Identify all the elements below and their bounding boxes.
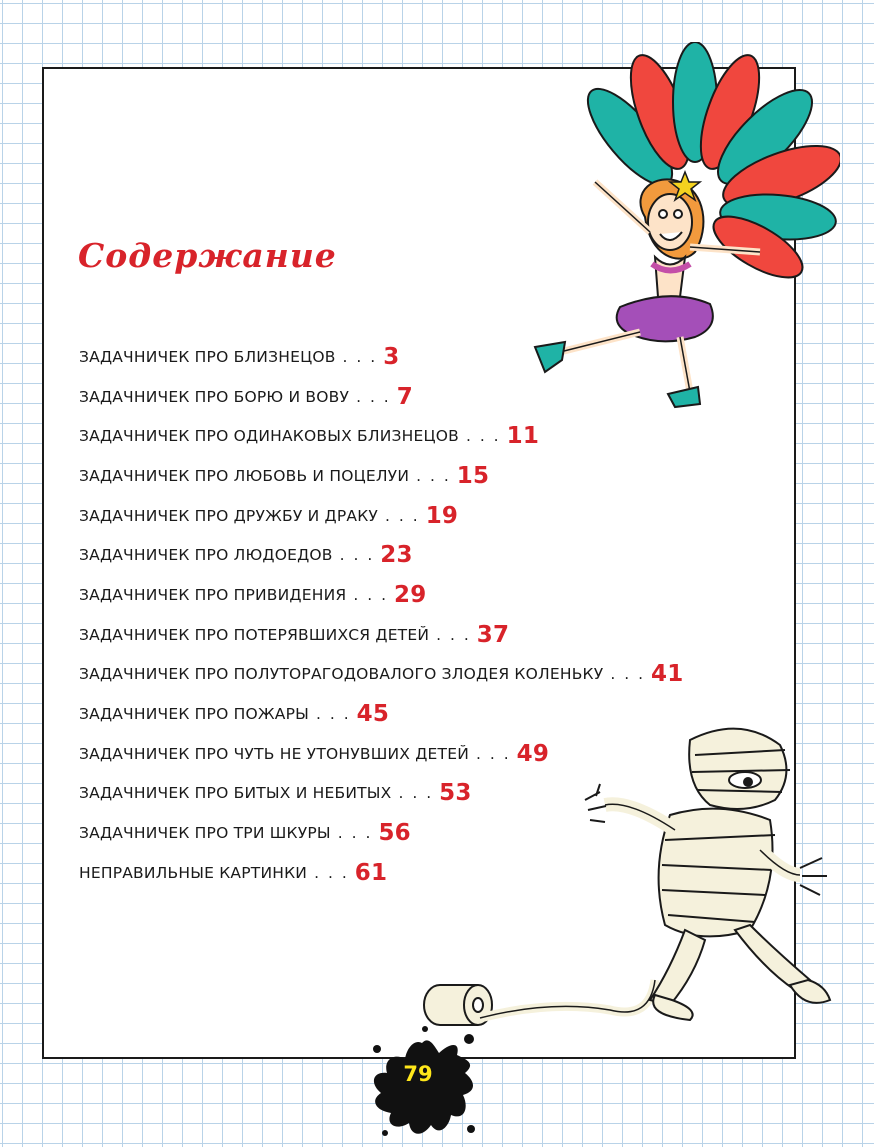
toc-entry-page: 41 xyxy=(651,661,684,688)
toc-entry-dots: . . . xyxy=(416,466,451,485)
toc-entry[interactable] xyxy=(79,734,683,774)
toc-entry-page: 7 xyxy=(396,383,413,410)
toc-entry-label: ЗАДАЧНИЧЕК ПРО ЧУТЬ НЕ УТОНУВШИХ ДЕТЕЙ xyxy=(79,744,470,763)
toc-entry[interactable] xyxy=(79,337,683,377)
toc-entry[interactable] xyxy=(79,853,683,893)
toc-entry-label: ЗАДАЧНИЧЕК ПРО БОРЮ И ВОВУ xyxy=(79,387,350,406)
feather-fan xyxy=(575,42,840,289)
toc-entry-dots: . . . xyxy=(339,546,375,565)
toc-entry[interactable] xyxy=(79,456,683,496)
toc-entry-dots: . . . xyxy=(385,506,420,525)
toc-entry[interactable] xyxy=(79,496,683,536)
toc-entry-page: 15 xyxy=(456,462,490,489)
table-of-contents xyxy=(79,337,683,893)
toc-entry[interactable] xyxy=(79,813,683,853)
toc-entry-dots: . . . xyxy=(353,585,388,604)
toc-entry-page: 53 xyxy=(439,780,472,807)
toc-entry-label: ЗАДАЧНИЧЕК ПРО ПОЖАРЫ xyxy=(79,705,309,724)
toc-entry-page: 3 xyxy=(383,343,400,370)
toc-entry-dots: . . . xyxy=(476,744,511,763)
toc-entry-label: ЗАДАЧНИЧЕК ПРО БИТЫХ И НЕБИТЫХ xyxy=(79,784,392,803)
toc-entry-dots: . . . xyxy=(436,625,471,644)
toc-entry-label: ЗАДАЧНИЧЕК ПРО ПРИВИДЕНИЯ xyxy=(79,585,347,604)
toc-entry-label: ЗАДАЧНИЧЕК ПРО ОДИНАКОВЫХ БЛИЗНЕЦОВ xyxy=(79,427,459,446)
toc-entry-label: ЗАДАЧНИЧЕК ПРО ПОТЕРЯВШИХСЯ ДЕТЕЙ xyxy=(79,625,430,644)
toc-entry-label: ЗАДАЧНИЧЕК ПРО ЛЮДОЕДОВ xyxy=(79,546,333,565)
toc-entry-dots: . . . xyxy=(337,824,373,843)
toc-entry[interactable] xyxy=(79,615,683,655)
toc-entry[interactable] xyxy=(79,774,683,814)
toc-entry-page: 56 xyxy=(378,820,411,847)
page-number: 79 xyxy=(403,1062,433,1086)
toc-entry-label: ЗАДАЧНИЧЕК ПРО ДРУЖБУ И ДРАКУ xyxy=(79,506,379,525)
toc-entry[interactable] xyxy=(79,416,683,456)
page-title: Содержание xyxy=(78,236,337,275)
toc-entry-dots: . . . xyxy=(610,665,646,684)
toc-entry-label: НЕПРАВИЛЬНЫЕ КАРТИНКИ xyxy=(79,863,308,882)
toc-entry-dots: . . . xyxy=(316,705,351,724)
toc-entry-label: ЗАДАЧНИЧЕК ПРО БЛИЗНЕЦОВ xyxy=(79,347,336,366)
toc-entry-label: ЗАДАЧНИЧЕК ПРО ЛЮБОВЬ И ПОЦЕЛУИ xyxy=(79,466,410,485)
toc-entry[interactable] xyxy=(79,575,683,615)
toc-entry-dots: . . . xyxy=(314,863,349,882)
toc-entry-dots: . . . xyxy=(356,387,391,406)
toc-entry-page: 45 xyxy=(356,701,390,728)
toc-entry-dots: . . . xyxy=(342,347,378,366)
toc-entry[interactable] xyxy=(79,377,683,417)
toc-entry-page: 11 xyxy=(506,423,540,450)
toc-entry-page: 61 xyxy=(354,859,388,886)
toc-entry-page: 19 xyxy=(425,502,459,529)
toc-entry-dots: . . . xyxy=(398,784,434,803)
toc-entry-page: 49 xyxy=(516,740,550,767)
toc-entry-dots: . . . xyxy=(465,427,501,446)
toc-entry-label: ЗАДАЧНИЧЕК ПРО ТРИ ШКУРЫ xyxy=(79,824,331,843)
toc-entry-label: ЗАДАЧНИЧЕК ПРО ПОЛУТОРАГОДОВАЛОГО ЗЛОДЕЯ КОЛЕНЬКУ xyxy=(79,665,604,684)
toc-entry[interactable] xyxy=(79,655,683,695)
toc-entry[interactable] xyxy=(79,535,683,575)
toc-entry[interactable] xyxy=(79,694,683,734)
toc-entry-page: 37 xyxy=(476,621,510,648)
toc-entry-page: 23 xyxy=(380,542,413,569)
toc-entry-page: 29 xyxy=(394,581,427,608)
